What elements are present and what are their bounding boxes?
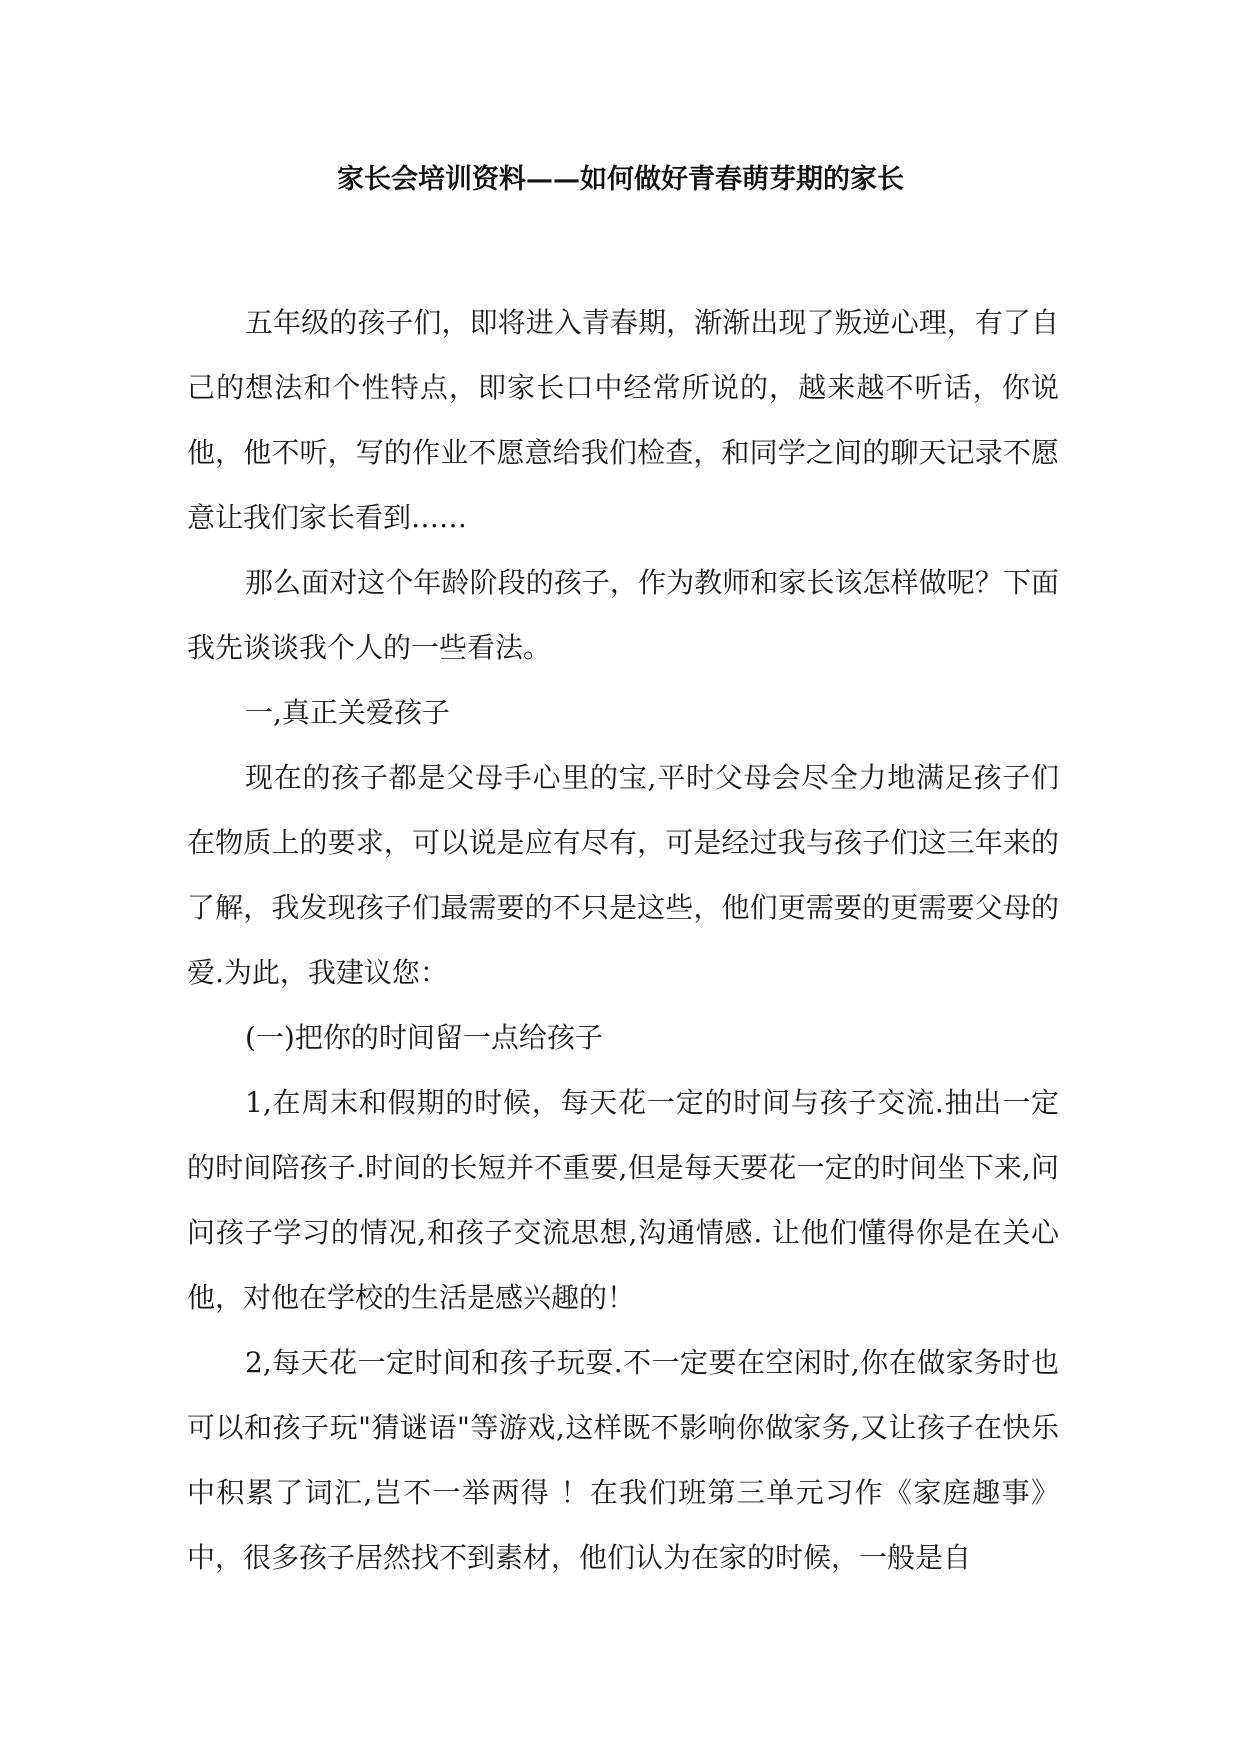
- section-heading: 一,真正关爱孩子: [245, 696, 450, 729]
- document-body: [187, 290, 1059, 1590]
- subsection-heading: (一)把你的时间留一点给孩子: [245, 1021, 603, 1054]
- paragraph: 那么面对这个年龄阶段的孩子，作为教师和家长该怎样做呢？下面我先谈谈我个人的一些看法。: [187, 566, 1059, 664]
- document-title: 家长会培训资料——如何做好青春萌芽期的家长: [337, 164, 904, 195]
- paragraph: 1,在周末和假期的时候，每天花一定的时间与孩子交流.抽出一定的时间陪孩子.时间的长短并不重要,但是每天要花一定的时间坐下来,问问孩子学习的情况,和孩子交流思想,沟通情感. 让他们懂得你是在关心他，对他在学校的生活是感兴趣的！: [187, 1086, 1059, 1314]
- paragraph: 2,每天花一定时间和孩子玩耍.不一定要在空闲时,你在做家务时也可以和孩子玩"猜谜语"等游戏,这样既不影响你做家务,又让孩子在快乐中积累了词汇,岂不一举两得 ！在我们班第三单元习作《家庭趣事》中，很多孩子居然找不到素材，他们认为在家的时候，一般是自: [187, 1346, 1059, 1574]
- paragraph: 五年级的孩子们，即将进入青春期，渐渐出现了叛逆心理，有了自己的想法和个性特点，即家长口中经常所说的，越来越不听话，你说他，他不听，写的作业不愿意给我们检查，和同学之间的聊天记录不愿意让我们家长看到……: [187, 306, 1059, 534]
- paragraph: 现在的孩子都是父母手心里的宝,平时父母会尽全力地满足孩子们在物质上的要求，可以说是应有尽有，可是经过我与孩子们这三年来的了解，我发现孩子们最需要的不只是这些，他们更需要的更需要父母的爱.为此，我建议您：: [187, 761, 1059, 989]
